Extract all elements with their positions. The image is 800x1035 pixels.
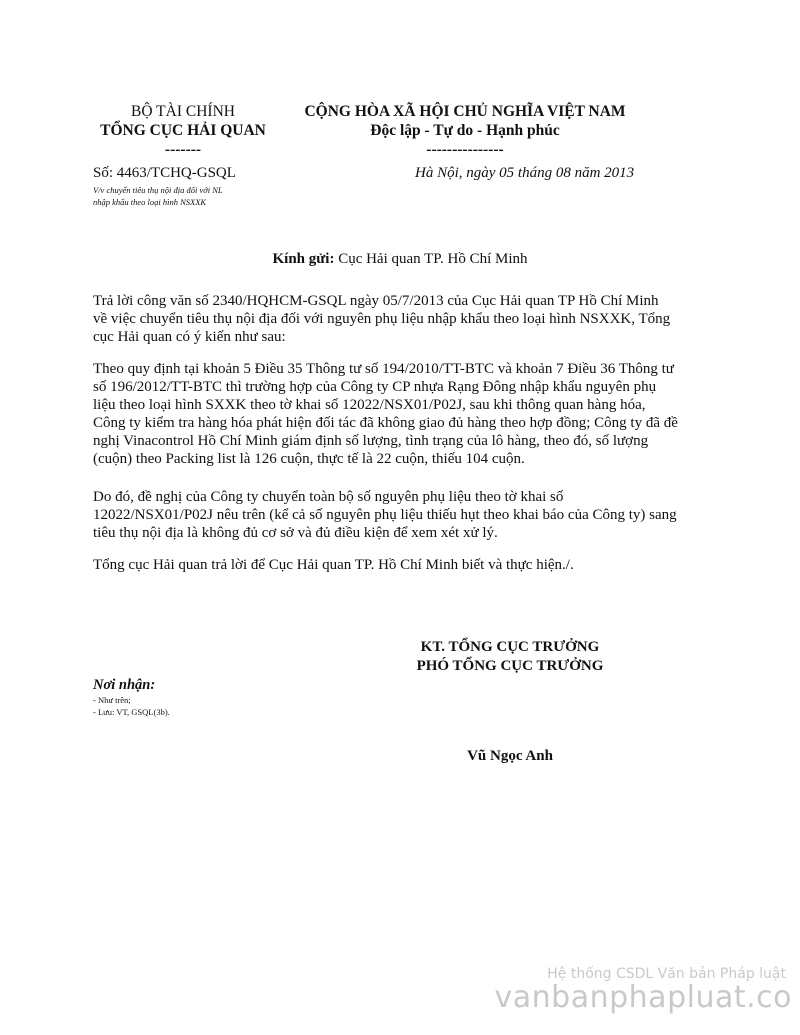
paragraph-line: (cuộn) theo Packing list là 126 cuộn, thực tế là 22 cuộn, thiếu 104 cuộn. [93, 451, 525, 467]
recipient-item: - Lưu: VT, GSQL(3b). [93, 707, 170, 717]
national-title-block [290, 102, 640, 159]
signature-title-1: KT. TỔNG CỤC TRƯỞNG [420, 639, 600, 655]
ministry-name: BỘ TÀI CHÍNH [131, 103, 235, 120]
paragraph-line: số 196/2012/TT-BTC thì trường hợp của Công ty CP nhựa Rạng Đông nhập khẩu nguyên phụ [93, 379, 657, 395]
paragraph-line: Theo quy định tại khoản 5 Điều 35 Thông tư số 194/2010/TT-BTC và khoản 7 Điều 36 Thông tư [93, 361, 674, 377]
document-number: Số: 4463/TCHQ-GSQL [93, 165, 236, 181]
paragraph-line: liệu theo loại hình SXXK theo tờ khai số 12022/NSX01/P02J, sau khi thông quan hàng hóa, [93, 397, 646, 413]
paragraph-line: Tổng cục Hải quan trả lời để Cục Hải quan TP. Hồ Chí Minh biết và thực hiện./. [93, 557, 574, 573]
recipient-label: Kính gửi: [272, 251, 335, 267]
paragraph-line: 12022/NSX01/P02J nêu trên (kể cả số nguyên phụ liệu thiếu hụt theo khai báo của Công ty) sang [93, 507, 677, 523]
signature-block [380, 638, 640, 676]
paragraph-line: Do đó, đề nghị của Công ty chuyển toàn bộ số nguyên phụ liệu theo tờ khai số [93, 489, 564, 505]
national-motto: Độc lập - Tự do - Hạnh phúc [370, 122, 560, 139]
place-and-date: Hà Nội, ngày 05 tháng 08 năm 2013 [415, 165, 635, 181]
document-subject [93, 184, 293, 208]
watermark-site: vanbanphapluat.co [494, 980, 792, 1015]
recipient-item: - Như trên; [93, 695, 131, 705]
signature-title-2: PHÓ TỔNG CỤC TRƯỞNG [416, 658, 604, 674]
body-paragraph-1 [93, 292, 718, 346]
paragraph-line: Công ty kiểm tra hàng hóa phát hiện đối tác đã không giao đủ hàng theo hợp đồng; Công ty đã đề [93, 415, 678, 431]
paragraph-line: về việc chuyển tiêu thụ nội địa đối với nguyên phụ liệu nhập khẩu theo loại hình NSXXK, Tổng [93, 311, 671, 327]
header-left-divider: ------- [164, 141, 202, 158]
subject-line: V/v chuyển tiêu thụ nội địa đối với NL [93, 185, 223, 195]
recipient-line [0, 251, 800, 268]
country-name: CỘNG HÒA XÃ HỘI CHỦ NGHĨA VIỆT NAM [304, 103, 626, 120]
recipients-label: Nơi nhận: [93, 677, 156, 693]
body-paragraph-3 [93, 488, 718, 542]
recipients-list [93, 694, 170, 718]
signer-name: Vũ Ngọc Anh [467, 748, 553, 764]
paragraph-line: nghị Vinacontrol Hồ Chí Minh giám định số lượng, tình trạng của lô hàng, theo đó, số lượng [93, 433, 649, 449]
header-right-divider: --------------- [426, 141, 504, 158]
issuing-agency-block [78, 102, 288, 159]
body-paragraph-2 [93, 360, 718, 468]
body-paragraph-4 [93, 556, 718, 574]
paragraph-line: tiêu thụ nội địa là không đủ cơ sở và đủ điều kiện để xem xét xử lý. [93, 525, 498, 541]
recipient-name: Cục Hải quan TP. Hồ Chí Minh [338, 251, 528, 267]
paragraph-line: cục Hải quan có ý kiến như sau: [93, 329, 286, 345]
subject-line: nhập khẩu theo loại hình NSXXK [93, 197, 207, 207]
department-name: TỔNG CỤC HẢI QUAN [100, 122, 266, 139]
paragraph-line: Trả lời công văn số 2340/HQHCM-GSQL ngày 05/7/2013 của Cục Hải quan TP Hồ Chí Minh [93, 293, 659, 309]
watermark-caption: Hệ thống CSDL Văn bản Pháp luật [547, 966, 786, 982]
